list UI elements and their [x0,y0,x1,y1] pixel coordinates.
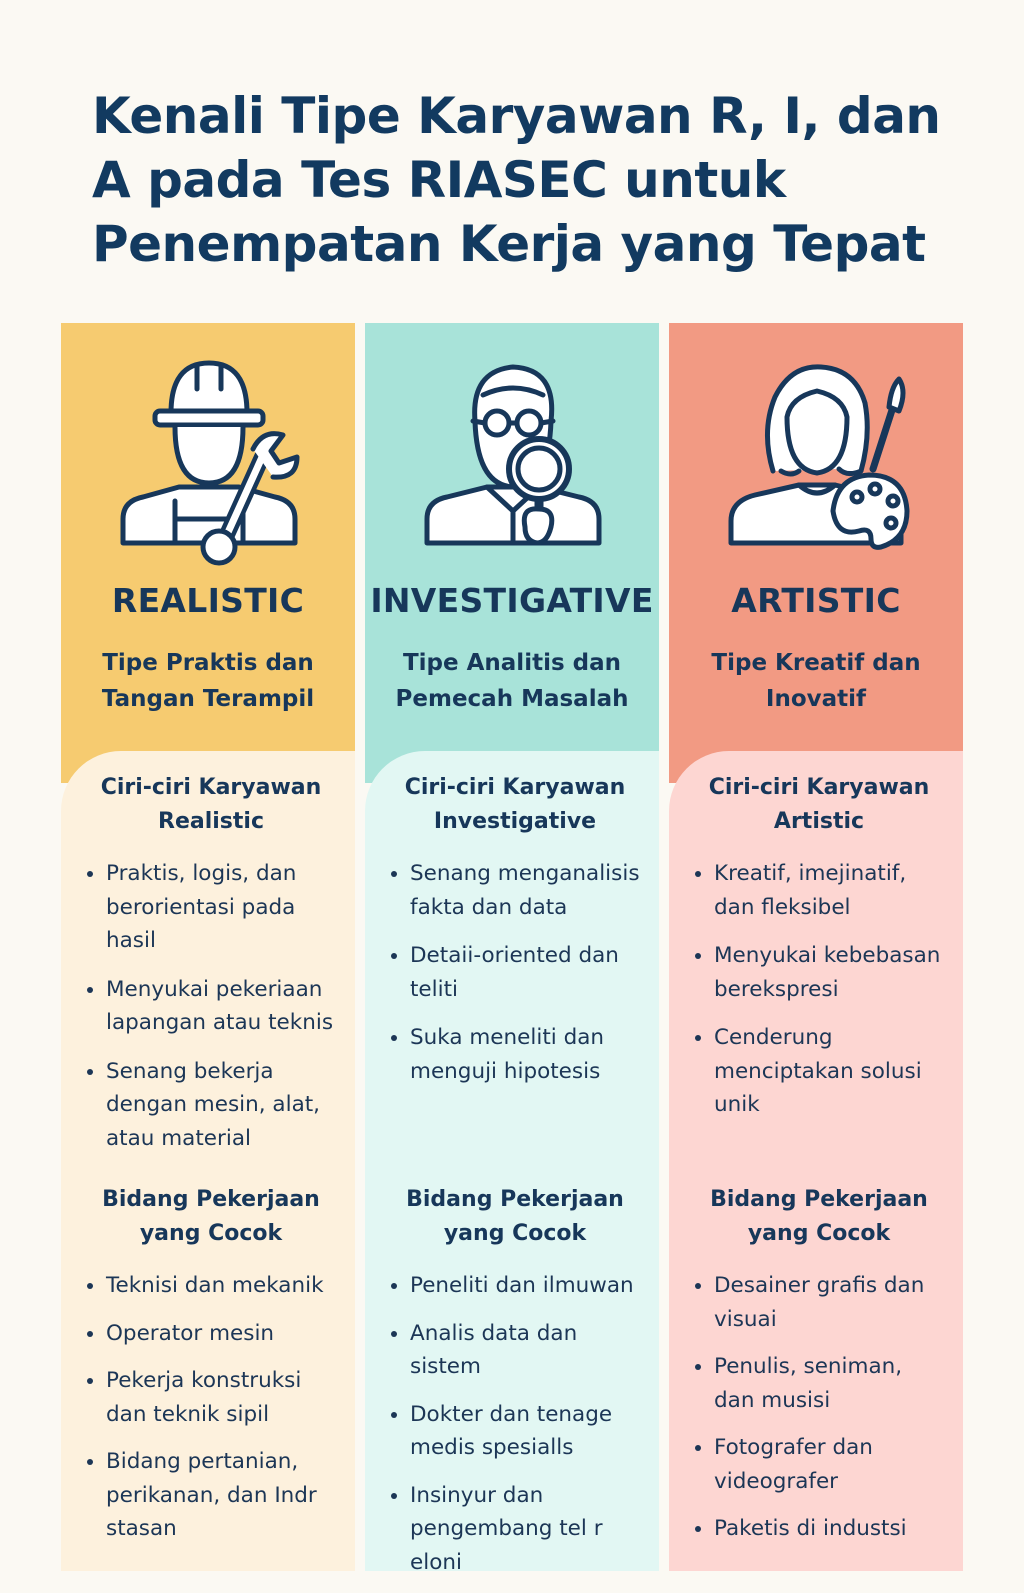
realistic-jobs-title: Bidang Pekerjaan yang Cocok [102,1187,320,1246]
list-item: Fotografer dan videografer [693,1431,945,1498]
artistic-column [669,323,963,1563]
artist-palette-icon [721,351,911,561]
investigative-column [365,323,659,1575]
realistic-traits-title: Ciri-ciri Karyawan Realistic [100,775,322,834]
investigative-jobs-title: Bidang Pekerjaan yang Cocok [406,1187,624,1246]
list-item: Penulis, seniman, dan musisi [693,1350,945,1417]
realistic-jobs-list [85,1269,337,1546]
investigative-traits-list [389,857,641,1088]
list-item: Senang menganalisis fakta dan data [389,857,641,924]
realistic-heading: REALISTIC [111,581,305,620]
realistic-traits-list [85,857,337,1155]
list-item: Suka meneliti dan menguji hipotesis [389,1021,641,1088]
list-item: Cenderung menciptakan solusi unik [693,1021,945,1122]
list-item: Operator mesin [85,1317,337,1351]
investigative-traits-title: Ciri-ciri Karyawan Investigative [404,775,626,834]
list-item: Desainer grafis dan visuai [693,1269,945,1336]
realistic-column [61,323,355,1563]
researcher-magnifier-icon [417,351,607,561]
artistic-jobs-title: Bidang Pekerjaan yang Cocok [710,1187,928,1246]
realistic-jobs-section [61,1183,355,1560]
list-item: Kreatif, imejinatif, dan fleksibel [693,857,945,924]
artistic-traits-section [669,771,963,1137]
list-item: Insinyur dan pengembang tel r eloni [389,1479,641,1580]
list-item: Peneliti dan ilmuwan [389,1269,641,1303]
artistic-jobs-section [669,1183,963,1560]
artistic-jobs-list [693,1269,945,1546]
list-item: Detaii-oriented dan teliti [389,939,641,1006]
realistic-tagline: Tipe Praktis dan Tangan Terampil [101,650,315,712]
artistic-traits-list [693,857,945,1122]
worker-wrench-icon [113,351,303,561]
list-item: Menyukai pekeriaan lapangan atau teknis [85,973,337,1040]
investigative-jobs-list [389,1269,641,1579]
list-item: Teknisi dan mekanik [85,1269,337,1303]
list-item: Analis data dan sistem [389,1317,641,1384]
investigative-tagline: Tipe Analitis dan Pemecah Masalah [395,650,629,712]
list-item: Menyukai kebebasan berekspresi [693,939,945,1006]
realistic-traits-section [61,771,355,1170]
page-title: Kenali Tipe Karyawan R, I, dan A pada Tes RIASEC untuk Penempatan Kerja yang Tepat [92,87,941,273]
investigative-traits-section [365,771,659,1103]
artistic-heading: ARTISTIC [731,581,901,620]
list-item: Praktis, logis, dan berorientasi pada hasil [85,857,337,958]
list-item: Paketis di industsi [693,1512,945,1546]
investigative-heading: INVESTIGATIVE [370,581,654,620]
investigative-jobs-section [365,1183,659,1593]
list-item: Pekerja konstruksi dan teknik sipil [85,1364,337,1431]
list-item: Dokter dan tenage medis spesialls [389,1398,641,1465]
list-item: Bidang pertanian, perikanan, dan Indr stasan [85,1445,337,1546]
artistic-traits-title: Ciri-ciri Karyawan Artistic [708,775,930,834]
list-item: Senang bekerja dengan mesin, alat, atau material [85,1055,337,1156]
artistic-tagline: Tipe Kreatif dan Inovatif [711,650,921,712]
